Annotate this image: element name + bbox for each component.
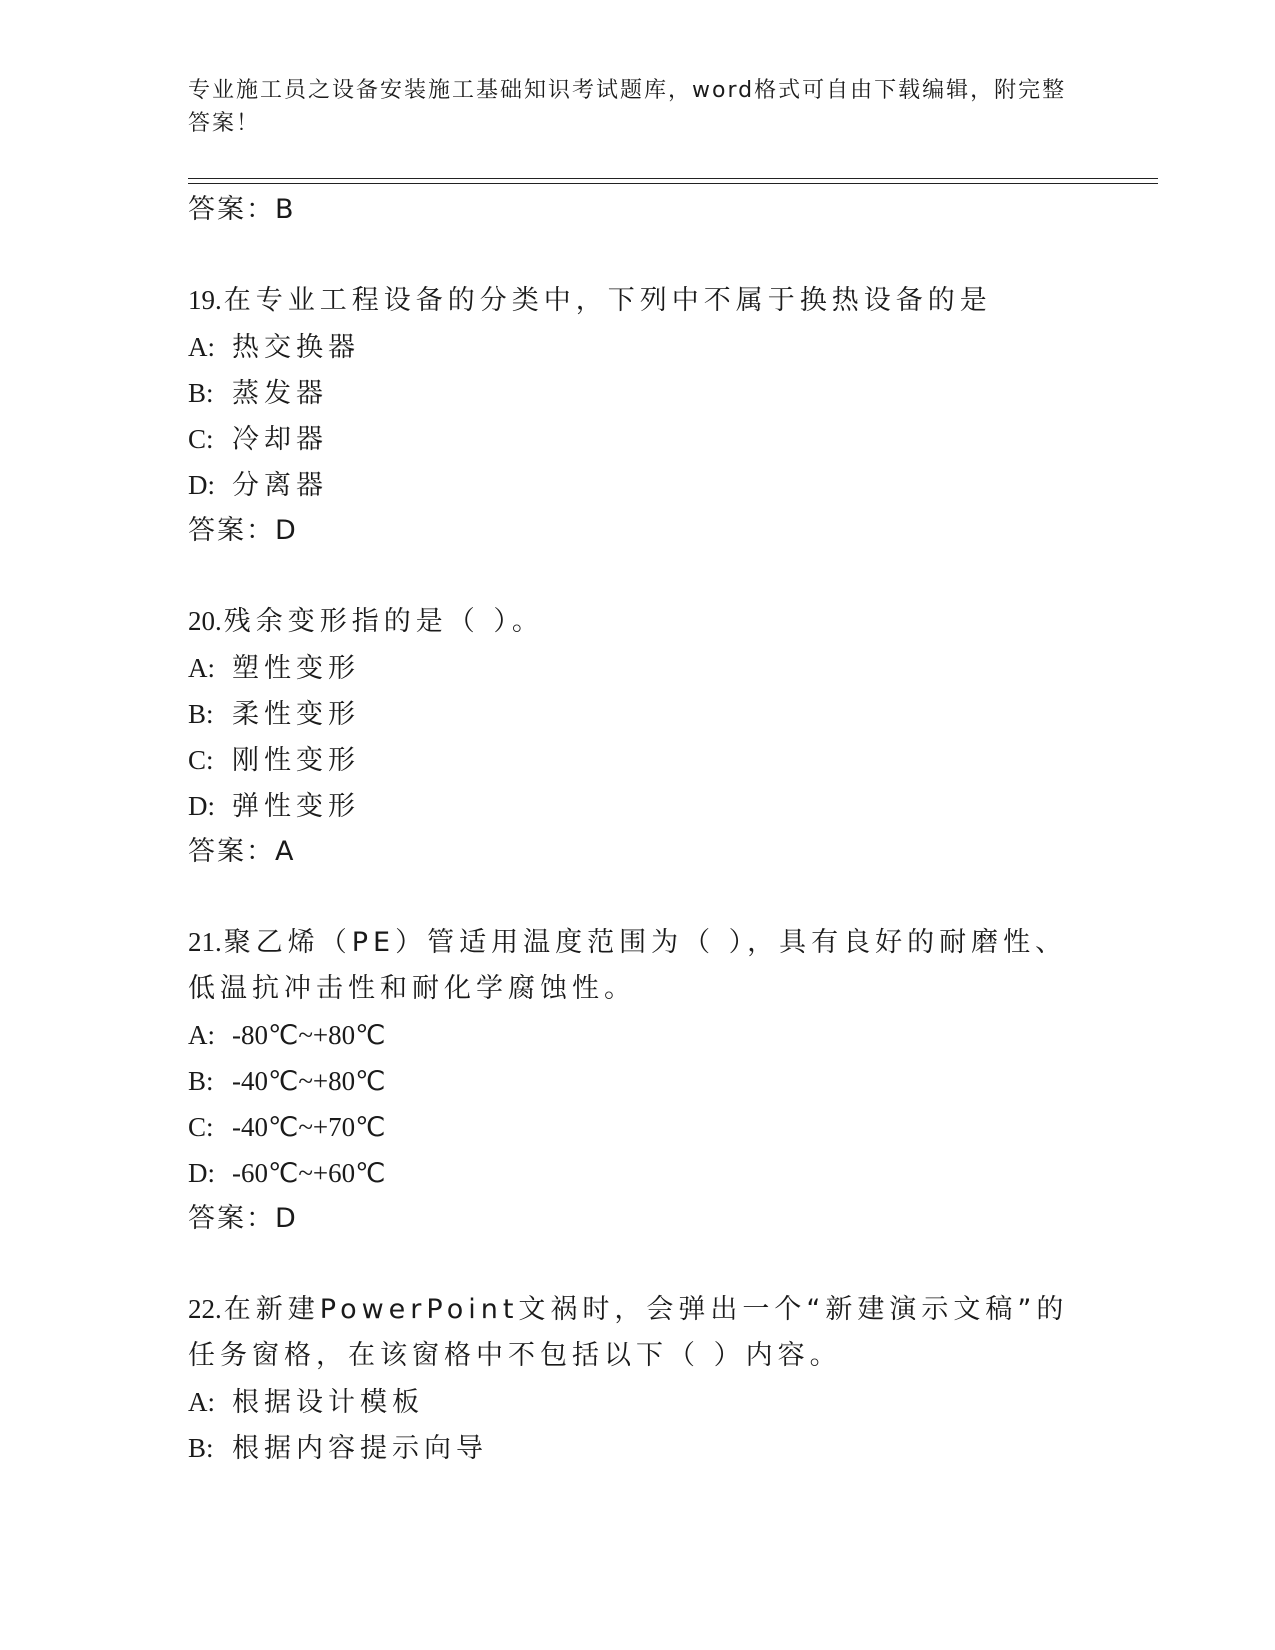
option-a: A: 塑性变形 (188, 653, 360, 684)
question-19 (188, 277, 1088, 554)
option-a: A: -80℃~+80℃ (188, 1020, 386, 1050)
option-c: C: 刚性变形 (188, 745, 360, 776)
header-rule-top (188, 178, 1158, 179)
question-number: 21. (188, 927, 222, 957)
question-number: 19. (188, 285, 222, 315)
option-c: C: 冷却器 (188, 424, 328, 455)
option-c: C: -40℃~+70℃ (188, 1112, 386, 1142)
option-d: D: 分离器 (188, 470, 328, 501)
question-22 (188, 1286, 1088, 1471)
question-number: 22. (188, 1294, 222, 1324)
option-a: A: 根据设计模板 (188, 1387, 424, 1418)
option-d: D: -60℃~+60℃ (188, 1158, 386, 1188)
option-b: B: 蒸发器 (188, 378, 328, 409)
answer-line: 答案：A (188, 836, 296, 867)
header-rule-bottom (188, 183, 1158, 184)
question-21 (188, 919, 1088, 1242)
option-b: B: 柔性变形 (188, 699, 360, 730)
question-list (188, 187, 1088, 1471)
question-20 (188, 598, 1088, 875)
question-text: 19.在专业工程设备的分类中，下列中不属于换热设备的是 (188, 285, 992, 316)
answer-line: 答案：D (188, 1203, 298, 1234)
document-header: 专业施工员之设备安装施工基础知识考试题库，word格式可自由下载编辑，附完整答案！ (188, 78, 1067, 136)
question-text: 22.在新建PowerPoint文祸时，会弹出一个“新建演示文稿”的任务窗格，在该窗格中不包括以下（ ）内容。 (188, 1294, 1069, 1371)
question-number: 20. (188, 606, 222, 636)
question-text: 21.聚乙烯（PE）管适用温度范围为（ ），具有良好的耐磨性、低温抗冲击性和耐化学腐蚀性。 (188, 927, 1068, 1004)
answer-line: 答案：B (188, 194, 296, 225)
question-text: 20.残余变形指的是（ ）。 (188, 606, 544, 637)
option-b: B: -40℃~+80℃ (188, 1066, 386, 1096)
option-b: B: 根据内容提示向导 (188, 1433, 488, 1464)
answer-line: 答案：D (188, 515, 298, 546)
option-d: D: 弹性变形 (188, 791, 360, 822)
option-a: A: 热交换器 (188, 332, 360, 363)
